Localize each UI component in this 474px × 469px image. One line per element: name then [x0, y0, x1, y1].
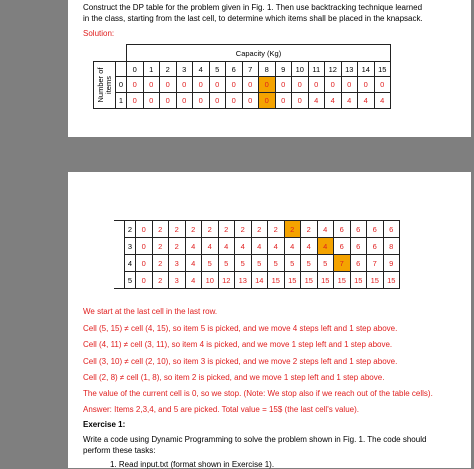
row-header: 5: [125, 272, 136, 289]
table-cell: 4: [218, 238, 235, 255]
table-cell: 0: [176, 77, 193, 93]
row-lead-blank: [114, 238, 125, 255]
table-cell: 2: [152, 221, 169, 238]
axis-label-line-1: Number of: [95, 67, 105, 103]
table-cell: 0: [176, 93, 193, 109]
table-cell: 4: [185, 272, 202, 289]
table-cell: 4: [341, 93, 358, 109]
table-cell: 4: [235, 238, 252, 255]
table-cell: 2: [185, 221, 202, 238]
table-cell: 5: [301, 255, 318, 272]
table-cell: 6: [350, 255, 367, 272]
table-cell: 3: [169, 255, 186, 272]
table-cell: 14: [251, 272, 268, 289]
column-header: 2: [160, 62, 177, 77]
table-cell: 13: [235, 272, 252, 289]
column-header: 14: [358, 62, 375, 77]
table-cell: 15: [268, 272, 285, 289]
table-cell: 4: [268, 238, 285, 255]
table-cell: 8: [383, 238, 400, 255]
table-cell: 6: [383, 221, 400, 238]
row-lead-blank: [114, 255, 125, 272]
table-cell: 5: [218, 255, 235, 272]
table-row: [114, 255, 400, 272]
column-header: 10: [292, 62, 309, 77]
table-cell: 4: [202, 238, 219, 255]
table-cell: 6: [367, 238, 384, 255]
table-cell: 4: [301, 238, 318, 255]
table-cell: 15: [284, 272, 301, 289]
column-header: 4: [193, 62, 210, 77]
highlighted-cell: 7: [334, 255, 351, 272]
column-header: 5: [209, 62, 226, 77]
table-cell: 0: [127, 77, 144, 93]
row-header: 2: [125, 221, 136, 238]
table-cell: 5: [284, 255, 301, 272]
table-cell: 2: [251, 221, 268, 238]
table-cell: 15: [383, 272, 400, 289]
table-cell: 4: [185, 255, 202, 272]
table-cell: 5: [202, 255, 219, 272]
highlighted-cell: 0: [259, 93, 276, 109]
table-cell: 4: [374, 93, 391, 109]
explanation-line-4: Cell (3, 10) ≠ cell (2, 10), so item 3 is picked, and we move 2 steps left and 1 step above.: [83, 357, 398, 366]
table-cell: 0: [160, 93, 177, 109]
row-header: 3: [125, 238, 136, 255]
highlighted-cell: 4: [317, 238, 334, 255]
table-cell: 0: [374, 77, 391, 93]
exercise-list-item-1: 1. Read input.txt (format shown in Exercise 1).: [110, 460, 275, 469]
table-row: [114, 221, 400, 238]
explanation-line-5: Cell (2, 8) ≠ cell (1, 8), so item 2 is picked, and we move 1 step left and 1 step above.: [83, 373, 385, 382]
table-cell: 0: [341, 77, 358, 93]
table-cell: 0: [209, 93, 226, 109]
table-cell: 6: [334, 221, 351, 238]
table-cell: 4: [325, 93, 342, 109]
table-cell: 15: [317, 272, 334, 289]
table-cell: 5: [317, 255, 334, 272]
column-header: 0: [127, 62, 144, 77]
table-cell: 2: [169, 238, 186, 255]
column-header: 12: [325, 62, 342, 77]
column-header: 15: [374, 62, 391, 77]
row-header: 4: [125, 255, 136, 272]
explanation-line-3: Cell (4, 11) ≠ cell (3, 11), so item 4 is picked, and we move 1 step left and 1 step above.: [83, 340, 393, 349]
table-cell: 0: [160, 77, 177, 93]
table-cell: 4: [308, 93, 325, 109]
explanation-line-1: We start at the last cell in the last row.: [83, 307, 218, 316]
table-cell: 2: [218, 221, 235, 238]
table-cell: 2: [301, 221, 318, 238]
table-cell: 0: [325, 77, 342, 93]
question-line-1: Construct the DP table for the problem given in Fig. 1. Then use backtracking technique learned: [83, 3, 423, 12]
table-cell: 5: [268, 255, 285, 272]
table-cell: 4: [251, 238, 268, 255]
table-cell: 2: [268, 221, 285, 238]
table-cell: 2: [235, 221, 252, 238]
table-cell: 2: [152, 255, 169, 272]
table-cell: 12: [218, 272, 235, 289]
row-lead-blank: [114, 272, 125, 289]
table-cell: 0: [209, 77, 226, 93]
table-cell: 6: [367, 221, 384, 238]
column-header: 6: [226, 62, 243, 77]
solution-label: Solution:: [83, 29, 115, 38]
table-cell: 2: [152, 272, 169, 289]
table-cell: 9: [383, 255, 400, 272]
table-cell: 6: [334, 238, 351, 255]
column-header: 8: [259, 62, 276, 77]
dp-table-bottom: [114, 220, 400, 289]
table-cell: 0: [193, 93, 210, 109]
table-cell: 4: [358, 93, 375, 109]
dp-table-top: [93, 44, 391, 109]
table-cell: 2: [202, 221, 219, 238]
table-cell: 0: [308, 77, 325, 93]
table-cell: 0: [136, 255, 153, 272]
table-cell: 4: [185, 238, 202, 255]
column-header: 1: [143, 62, 160, 77]
table-cell: 2: [152, 238, 169, 255]
explanation-line-6: The value of the current cell is 0, so we stop. (Note: We stop also if we reach out of the table cells).: [83, 389, 433, 398]
table-cell: 0: [275, 77, 292, 93]
column-header-blank: [116, 62, 127, 77]
table-cell: 0: [292, 93, 309, 109]
table-cell: 6: [350, 221, 367, 238]
highlighted-cell: 2: [284, 221, 301, 238]
row-header: 0: [116, 77, 127, 93]
table-cell: 3: [169, 272, 186, 289]
question-line-2: in the class, starting from the last cell, to determine which items shall be placed in the knapsack.: [83, 14, 423, 23]
axis-label-line-2: items: [103, 76, 113, 94]
exercise-title: Exercise 1:: [83, 420, 126, 429]
table-cell: 0: [193, 77, 210, 93]
answer-line: Answer: Items 2,3,4, and 5 are picked. Total value = 15$ (the last cell's value).: [83, 405, 359, 414]
explanation-line-2: Cell (5, 15) ≠ cell (4, 15), so item 5 is picked, and we move 4 steps left and 1 step above.: [83, 324, 398, 333]
table-cell: 5: [251, 255, 268, 272]
table-cell: 10: [202, 272, 219, 289]
row-lead-blank: [114, 221, 125, 238]
table-cell: 0: [143, 93, 160, 109]
table-cell: 15: [350, 272, 367, 289]
table-cell: 0: [275, 93, 292, 109]
table-cell: 0: [358, 77, 375, 93]
column-header: 11: [308, 62, 325, 77]
highlighted-cell: 0: [259, 77, 276, 93]
table-cell: 4: [284, 238, 301, 255]
table-cell: 0: [242, 77, 259, 93]
table-cell: 2: [169, 221, 186, 238]
table-cell: 0: [226, 93, 243, 109]
column-header: 9: [275, 62, 292, 77]
table-cell: 5: [235, 255, 252, 272]
column-header: 3: [176, 62, 193, 77]
table-corner: [94, 45, 127, 62]
column-header: 13: [341, 62, 358, 77]
column-header: 7: [242, 62, 259, 77]
table-cell: 15: [301, 272, 318, 289]
table-cell: 15: [334, 272, 351, 289]
table-cell: 0: [136, 221, 153, 238]
document-page-1: [68, 0, 471, 137]
table-cell: 0: [226, 77, 243, 93]
table-cell: 0: [136, 238, 153, 255]
table-cell: 15: [367, 272, 384, 289]
table-cell: 7: [367, 255, 384, 272]
exercise-line-1: Write a code using Dynamic Programming to solve the problem shown in Fig. 1. The code should: [83, 435, 427, 444]
table-cell: 0: [136, 272, 153, 289]
table-cell: 0: [242, 93, 259, 109]
exercise-line-2: perform these tasks:: [83, 446, 156, 455]
table-row: [114, 272, 400, 289]
table-cell: 0: [292, 77, 309, 93]
table-cell: 0: [127, 93, 144, 109]
table-cell: 0: [143, 77, 160, 93]
capacity-header: Capacity (Kg): [127, 45, 391, 62]
row-header: 1: [116, 93, 127, 109]
table-cell: 4: [317, 221, 334, 238]
items-axis-label: [94, 62, 116, 109]
document-page-2: [68, 172, 471, 468]
table-row: [114, 238, 400, 255]
table-cell: 6: [350, 238, 367, 255]
